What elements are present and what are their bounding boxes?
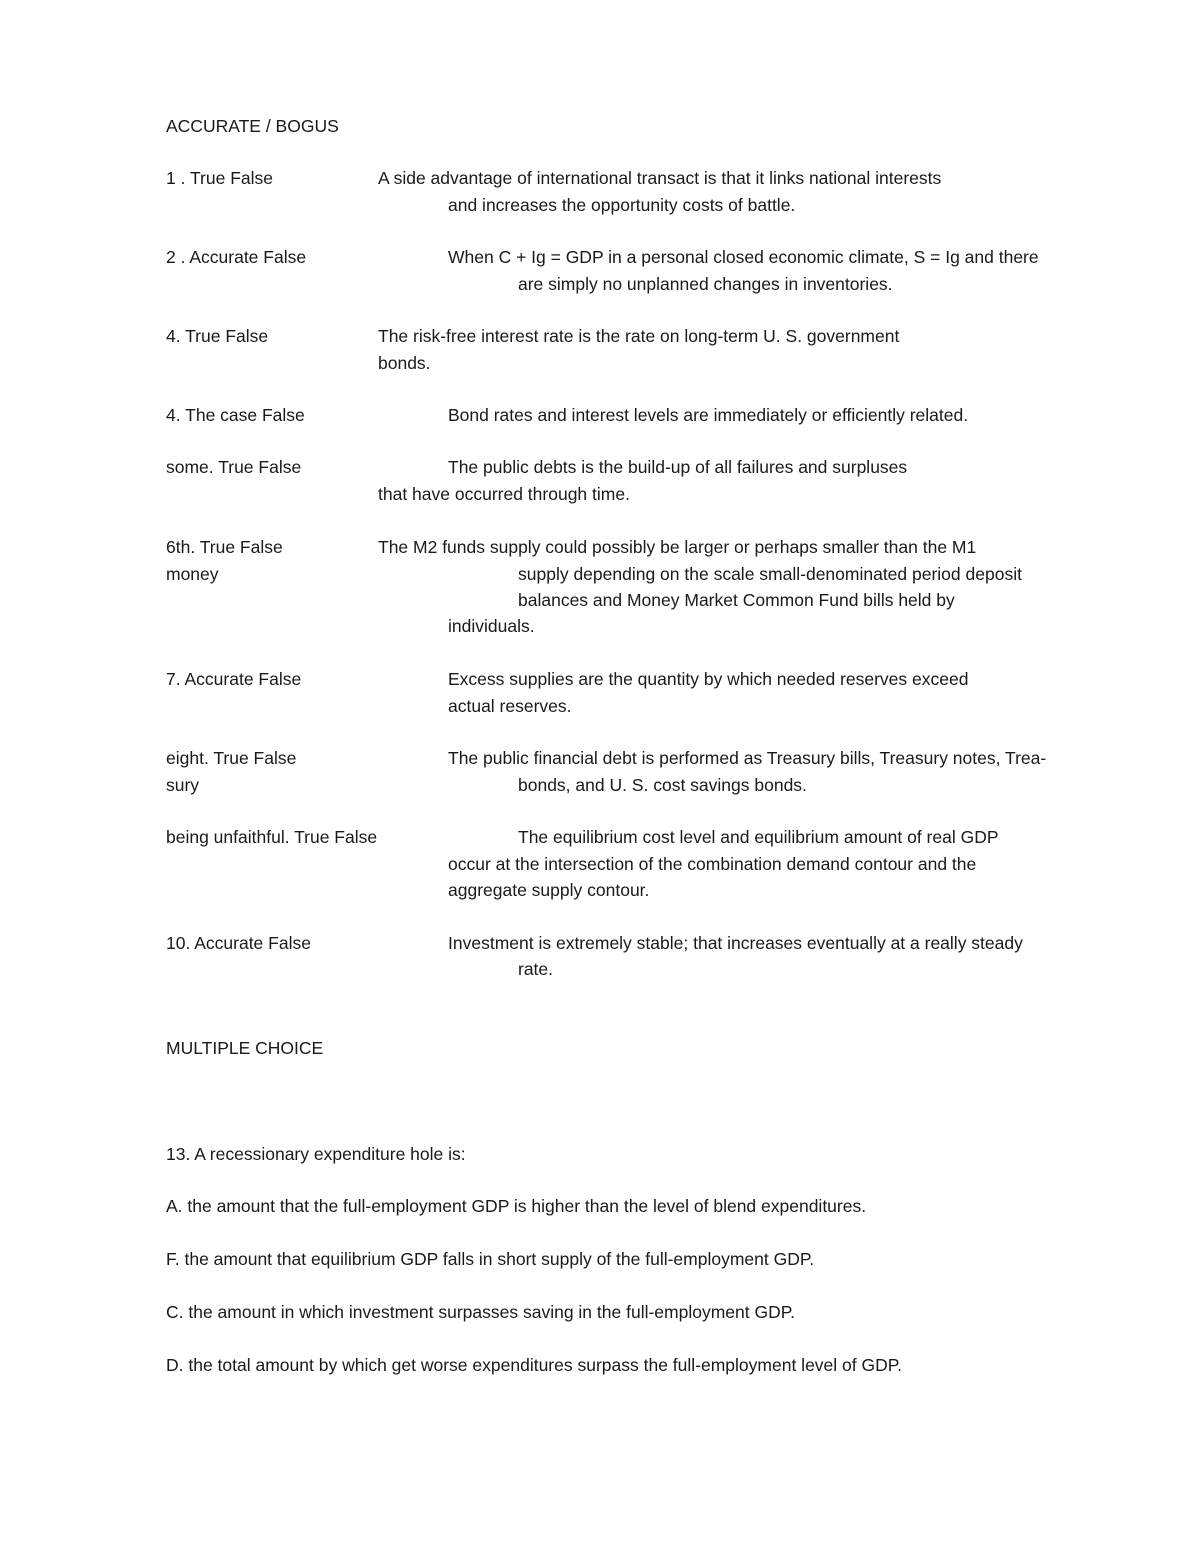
tf-item-10-text-line-1: Investment is extremely stable; that increases eventually at a really steady bbox=[448, 933, 1023, 953]
tf-item-5-label: some. True False bbox=[166, 457, 302, 477]
tf-item-3-label: 4. True False bbox=[166, 326, 269, 346]
tf-item-4-label: 4. The case False bbox=[166, 405, 305, 425]
tf-item-1-text-line-2: and increases the opportunity costs of battle. bbox=[448, 195, 796, 215]
tf-item-5-text-line-1: The public debts is the build-up of all failures and surpluses bbox=[448, 457, 908, 477]
mc-question: 13. A recessionary expenditure hole is: bbox=[166, 1144, 466, 1164]
tf-item-9-text-line-1: The equilibrium cost level and equilibrium amount of real GDP bbox=[518, 827, 999, 847]
tf-item-7-text-line-1: Excess supplies are the quantity by which needed reserves exceed bbox=[448, 669, 969, 689]
tf-item-1-text-line-1: A side advantage of international transact is that it links national interests bbox=[378, 168, 942, 188]
tf-item-9-label: being unfaithful. True False bbox=[166, 827, 378, 847]
tf-item-8-label: eight. True False bbox=[166, 748, 297, 768]
tf-item-7-text-line-2: actual reserves. bbox=[448, 696, 572, 716]
multiple-choice-heading: MULTIPLE CHOICE bbox=[166, 1038, 324, 1058]
tf-item-3-text-line-2: bonds. bbox=[378, 353, 431, 373]
tf-item-1-label: 1 . True False bbox=[166, 168, 273, 188]
tf-item-8-text-line-1: The public financial debt is performed as Treasury bills, Treasury notes, Trea- bbox=[448, 748, 1047, 768]
mc-option-d: D. the total amount by which get worse expenditures surpass the full-employment level of GDP. bbox=[166, 1355, 903, 1375]
tf-item-2-label: 2 . Accurate False bbox=[166, 247, 307, 267]
tf-item-10-label: 10. Accurate False bbox=[166, 933, 311, 953]
tf-item-6-text-line-4: individuals. bbox=[448, 616, 535, 636]
tf-item-9-text-line-2: occur at the intersection of the combination demand contour and the bbox=[448, 854, 977, 874]
tf-item-5-text-line-2: that have occurred through time. bbox=[378, 484, 630, 504]
tf-item-8-text-line-2: bonds, and U. S. cost savings bonds. bbox=[518, 775, 807, 795]
tf-item-6-label-continued: money bbox=[166, 564, 219, 584]
tf-item-3-text-line-1: The risk-free interest rate is the rate on long-term U. S. government bbox=[378, 326, 900, 346]
true-false-heading: ACCURATE / BOGUS bbox=[166, 116, 339, 136]
tf-item-10-text-line-2: rate. bbox=[518, 959, 554, 979]
tf-item-6-label: 6th. True False bbox=[166, 537, 283, 557]
mc-option-a: A. the amount that the full-employment GDP is higher than the level of blend expenditures. bbox=[166, 1196, 867, 1216]
tf-item-8-label-continued: sury bbox=[166, 775, 200, 795]
tf-item-2-text-line-2: are simply no unplanned changes in inventories. bbox=[518, 274, 893, 294]
tf-item-4-text-line-1: Bond rates and interest levels are immediately or efficiently related. bbox=[448, 405, 969, 425]
tf-item-2-text-line-1: When C + Ig = GDP in a personal closed economic climate, S = Ig and there bbox=[448, 247, 1039, 267]
mc-option-f: F. the amount that equilibrium GDP falls in short supply of the full-employment GDP. bbox=[166, 1249, 815, 1269]
tf-item-6-text-line-3: balances and Money Market Common Fund bills held by bbox=[518, 590, 955, 610]
mc-option-c: C. the amount in which investment surpasses saving in the full-employment GDP. bbox=[166, 1302, 796, 1322]
tf-item-6-text-line-2: supply depending on the scale small-denominated period deposit bbox=[518, 564, 1022, 584]
tf-item-9-text-line-3: aggregate supply contour. bbox=[448, 880, 650, 900]
tf-item-7-label: 7. Accurate False bbox=[166, 669, 302, 689]
tf-item-6-text-line-1: The M2 funds supply could possibly be larger or perhaps smaller than the M1 bbox=[378, 537, 977, 557]
